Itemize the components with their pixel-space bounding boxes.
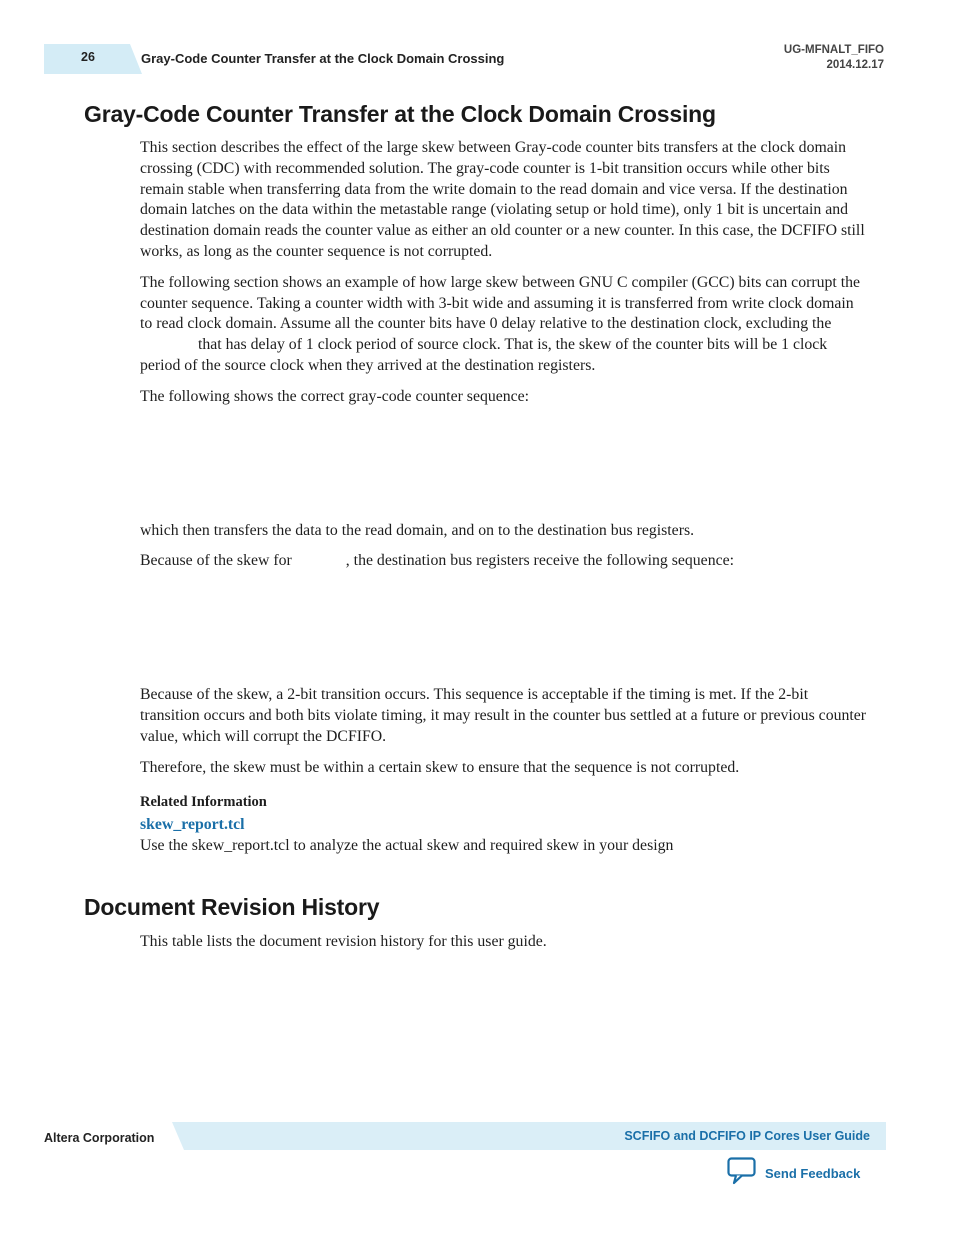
section-heading-revision-history: Document Revision History	[84, 894, 380, 920]
related-description: Use the skew_report.tcl to analyze the actual skew and required skew in your design	[140, 836, 674, 854]
doc-id: UG-MFNALT_FIFO	[783, 44, 884, 56]
paragraph: The following shows the correct gray-code counter sequence:	[140, 387, 530, 405]
page-number: 26	[81, 50, 95, 64]
section-body	[140, 932, 868, 953]
paragraph	[140, 273, 868, 377]
footer-corporation: Altera Corporation	[44, 1131, 155, 1145]
section-heading-gray-code: Gray-Code Counter Transfer at the Clock Domain Crossing	[84, 101, 716, 127]
send-feedback-button[interactable]	[727, 1158, 860, 1188]
header-doc-info	[784, 43, 884, 73]
paragraph	[140, 551, 868, 572]
paragraph: This table lists the document revision history for this user guide.	[140, 933, 547, 950]
related-information-heading: Related Information	[140, 794, 267, 811]
speech-bubble-icon	[727, 1157, 757, 1190]
paragraph-text: Because of the skew for	[140, 552, 292, 570]
doc-date: 2014.12.17	[826, 59, 884, 71]
paragraph: Because of the skew, a 2-bit transition occurs. This sequence is acceptable if the timing is met. If the 2-bit transition occurs and both bits violate timing, it may result in the counter bus settled at a future or previous counter value, which will corrupt the DCFIFO.	[140, 686, 867, 745]
paragraph: Therefore, the skew must be within a certain skew to ensure that the sequence is not corrupted.	[140, 758, 740, 776]
paragraph-text: , the destination bus registers receive the following sequence:	[345, 552, 735, 570]
paragraph: This section describes the effect of the large skew between Gray-code counter bits transfers at the clock domain crossing (CDC) with recommended solution. The gray-code counter is 1-bit transition occurs while other bits remain stable when transferring data from the write domain to the read domain and vice versa. If the destination domain latches on the data within the metastable range (violating setup or hold time), only 1 bit is uncertain and destination domain reads the counter value as either an old counter or a new counter. In this case, the DCFIFO still works, as long as the counter sequence is not corrupted.	[140, 139, 865, 260]
paragraph-text: that has delay of 1 clock period of source clock. That is, the skew of the counter bits will be 1 clock period of the source clock when they arrived at the destination registers.	[140, 336, 828, 374]
skew-report-link[interactable]: skew_report.tcl	[140, 816, 245, 834]
header-section-title: Gray-Code Counter Transfer at the Clock Domain Crossing	[141, 51, 505, 66]
paragraph: which then transfers the data to the read domain, and on to the destination bus registers.	[140, 521, 695, 539]
footer-guide-title: SCFIFO and DCFIFO IP Cores User Guide	[624, 1129, 870, 1143]
paragraph-text: The following section shows an example of how large skew between GNU C compiler (GCC) bits can corrupt the counter sequence. Taking a counter width with 3-bit wide and assuming it is transferred from write clock domain to read clock domain. Assume all the counter bits have 0 delay relative to the destination clock, excluding the	[140, 273, 861, 333]
send-feedback-label: Send Feedback	[765, 1165, 861, 1181]
section-body	[140, 138, 868, 857]
